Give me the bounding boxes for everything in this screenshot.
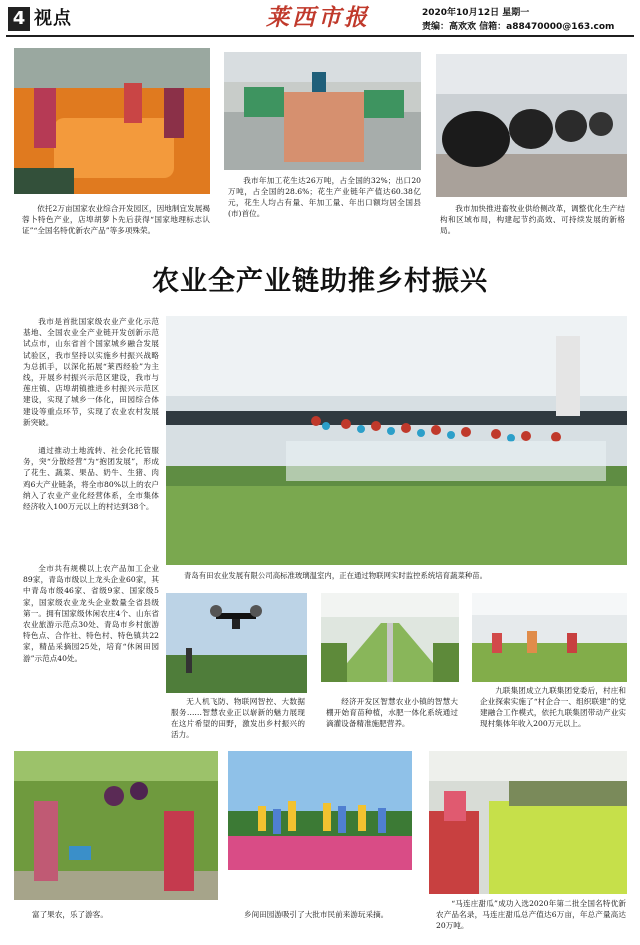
article-paragraph-2: 通过推动土地流转、社会化托管服务，突“分散经营”为“抱团发展”，形成了花生、蔬菜、果品、奶牛、生猪、肉鸡6大产业链条，将全市80%以上的农户纳入了农业产业化经营体系，全市集体经济收入100万元以上的村达到38个。 [23,446,159,512]
page-number: 4 [8,7,30,31]
drone-caption: 无人机飞防、物联网智控、大数据服务……智慧农业正以崭新的魅力展现在这片希望的田野，激发出乡村振兴的活力。 [171,697,305,739]
cattle-caption: 我市加快推进畜牧业供给侧改革，调整优化生产结构和区域布局，构建起节约高效、可持续发展的新格局。 [440,204,625,235]
grapes-caption: 富了果农，乐了游客。 [32,910,108,919]
grape-picking-photo [14,751,218,900]
jiulian-farm-photo [472,593,627,682]
article-paragraph-3: 全市共有规模以上农产品加工企业89家，青岛市级以上龙头企业60家，其中青岛市级46家、省级9家、国家级5家，国家级农业龙头企业数量全省县级第一。拥有国家级休闲农庄4个、山东省农业旅游示范点30处、青岛市乡村旅游特色点、合作社、特色村、特色镇共22家，精品采摘园25处，培育“休闲田园游”示范点40处。 [23,564,159,663]
header-rule [6,35,634,37]
irrigation-greenhouse-photo [166,316,627,565]
issue-date: 2020年10月12日 星期一 [422,8,530,18]
irrigation-caption: 青岛有田农业发展有限公司高标准玻璃温室内，正在通过物联网实时监控系统培育蔬菜种苗。 [184,571,488,580]
smart-greenhouse-photo [321,593,459,682]
flower-field-tourists-photo [228,751,412,870]
article-paragraph-1: 我市是首批国家级农业产业化示范基地、全国农业全产业链开发创新示范试点市，山东省首个国家城乡融合发展试验区，我市坚持以实施乡村振兴战略为总抓手，以深化拓展“莱西经验”为主线，开展乡村振兴示范区建设，我市与莲庄镇、店埠胡镇推进乡村振兴示范区建设，实现了城乡一体化，田园综合体建设等重点环节，实现了农业农村发展新突破。 [23,317,159,427]
dairy-cattle-photo [436,54,627,197]
greenhouse-caption: 经济开发区智慧农业小镇的智慧大棚开始育苗种植，水肥一体化系统通过滴灌设备精准施肥营养。 [326,697,458,728]
carrot-harvest-photo [14,48,210,194]
melon-greenhouse-photo [429,751,627,894]
section-title: 视点 [34,8,72,29]
tourists-caption: 乡间田园游吸引了大批市民前来游玩采摘。 [244,910,389,919]
peanut-processing-photo [224,52,421,170]
masthead-logo: 莱西市报 [266,4,370,31]
melons-caption: “马连庄甜瓜”成功入选2020年第二批全国名特优新农产品名录，马连庄甜瓜总产值达6万亩，年总产量高达20万吨。 [436,899,626,930]
editor-info: 责编：高欢欢 信箱：a88470000@163.com [422,22,615,32]
peanut-caption: 我市年加工花生达26万吨，占全国的32%；出口20万吨，占全国的28.6%；花生产业链年产值达60.38亿元，花生人均占有量、年加工量、年出口额均居全国县(市)首位。 [228,176,421,218]
jiulian-caption: 九联集团成立九联集团党委后，村庄和企业探索实施了“村企合一、组织联建”的党建融合工作模式，依托九联集团带动产业实现村集体年收入200万元以上。 [480,686,626,728]
carrot-caption: 依托2万亩国家农业综合开发园区，因地制宜发展褐蓉卜特色产业，店埠胡萝卜先后获得“国家地理标志认证”“全国名特优新农产品”等多项殊荣。 [22,204,210,235]
article-headline: 农业全产业链助推乡村振兴 [152,266,488,297]
drone-spraying-photo [166,593,307,693]
